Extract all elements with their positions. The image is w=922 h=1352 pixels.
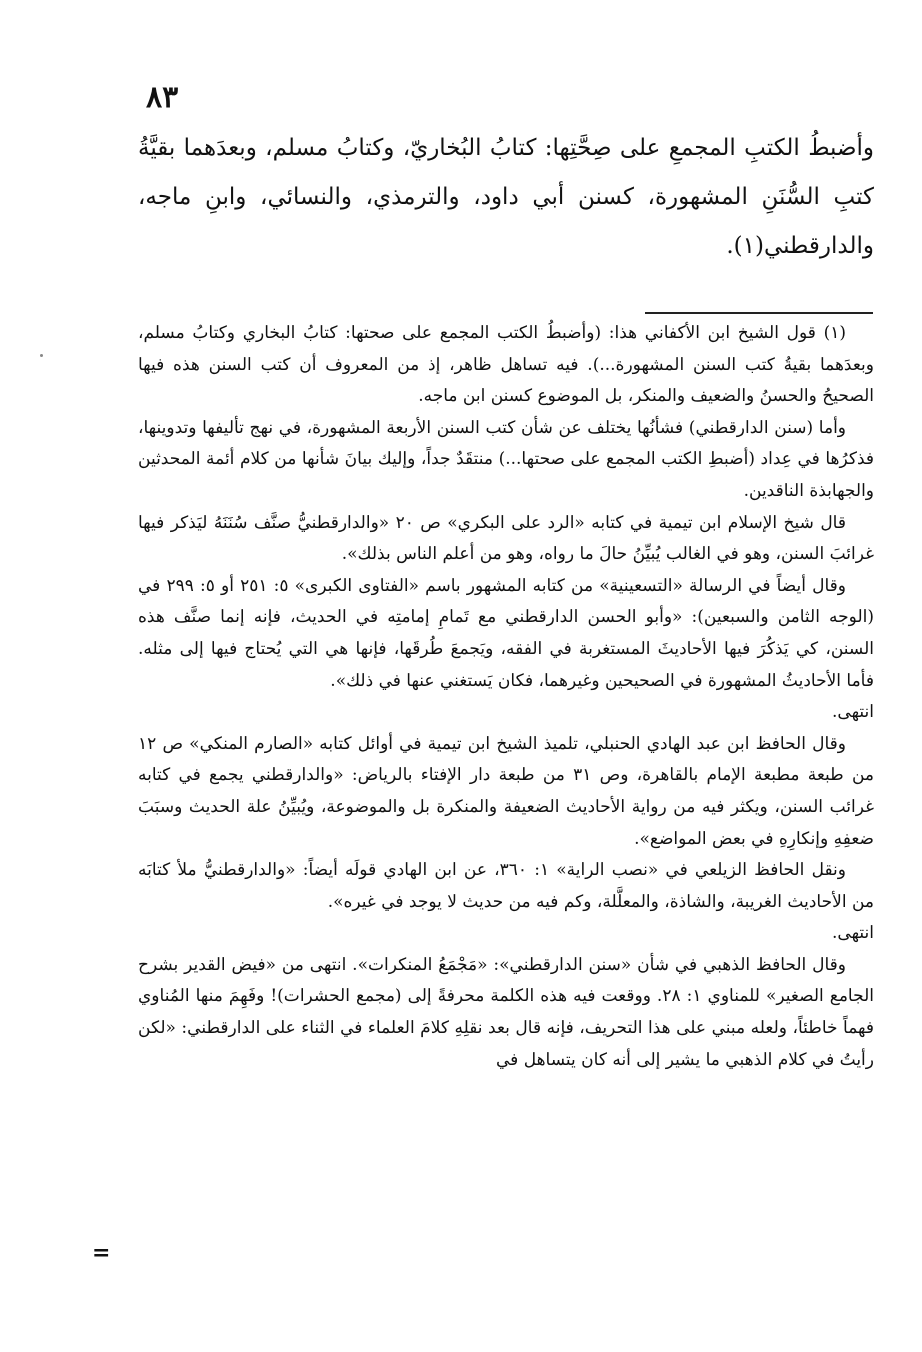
footnote-paragraph-2: وأما (سنن الدارقطني) فشأنُها يختلف عن شأن كتب السنن الأربعة المشهورة، في نهج تأليفها وتدوينها، فذكرُها في عِداد (أضبطِ الكتب المجمع على صحتها...) منتقَدٌ جداً، وإليك بيانَ شأنها من كلام أئمة المحدثين والجهابذة الناقدين. [138, 417, 874, 501]
footnote-paragraph-7: وقال الحافظ الذهبي في شأن «سنن الدارقطني»: «مَجْمَعُ المنكرات». انتهى من «فيض القدير بشرح الجامع الصغير» للمناوي ١: ٢٨. ووقعت فيه هذه الكلمة محرفةً إلى (مجمع الحشرات)! وفَهِمَ منها المُناوي فهماً خاطئاً، ولعله مبني على هذا التحريف، فإنه قال بعد نقلِهِ كلامَ العلماء في الثناء على الدارقطني: «لكن رأيتُ في كلام الذهبي ما يشير إلى أنه كان يتساهل في [138, 954, 874, 1070]
footnote-paragraph-3: قال شيخ الإسلام ابن تيمية في كتابه «الرد على البكري» ص ٢٠ «والدارقطنيُّ صنَّف سُنَنَهُ ليَذكر فيها غرائبَ السنن، وهو في الغالب يُبيِّنُ حالَ ما رواه، وهو من أعلم الناس بذلك». [138, 512, 874, 565]
continuation-mark: = [92, 1240, 111, 1266]
footnote-paragraph-4: وقال أيضاً في الرسالة «التسعينية» من كتابه المشهور باسم «الفتاوى الكبرى» ٥: ٢٥١ أو ٥: ٢٩٩ في (الوجه الثامن والسبعين): «وأبو الحسن الدارقطني مع تَمامِ إمامتِه في الحديث، فإنه إنما صنَّف هذه السنن، كي يَذكُرَ فيها الأحاديثَ المستغربة في الفقه، ويَجمعَ طُرقَها، فإنها هي التي يُحتاج فيها إلى مثله. فأما الأحاديثُ المشهورة في الصحيحين وغيرهما، فكان يَستغني عنها في ذلك». [138, 575, 874, 691]
scan-speck [40, 354, 43, 357]
main-paragraph: وأضبطُ الكتبِ المجمعِ على صِحَّتِها: كتابُ البُخاريّ، وكتابُ مسلم، وبعدَهما بقيَّةُ كتبِ السُّنَنِ المشهورة، كسنن أبي داود، والترمذي، والنسائي، وابنِ ماجه، والدارقطني(١). [138, 135, 874, 259]
page-number: ٨٣ [146, 80, 179, 115]
footnote-end-mark-1: انتهى. [832, 702, 874, 723]
footnote-end-mark-2: انتهى. [832, 923, 874, 944]
footnote-paragraph-6: ونقل الحافظ الزيلعي في «نصب الراية» ١: ٣٦٠، عن ابن الهادي قولَه أيضاً: «والدارقطنيُّ ملأ كتابَه من الأحاديث الغريبة، والشاذة، والمعلَّلة، وكم فيه من حديث لا يوجد في غيره». [138, 860, 874, 912]
footnote-paragraph-5: وقال الحافظ ابن عبد الهادي الحنبلي، تلميذ الشيخ ابن تيمية في أوائل كتابه «الصارم المنكي» ص ١٢ من طبعة مطبعة الإمام بالقاهرة، وص ٣١ من طبعة دار الإفتاء بالرياض: «والدارقطني يجمع في كتابه غرائب السنن، ويكثر فيه من رواية الأحاديث الضعيفة والمنكرة بل والموضوعة، ويُبيِّنُ علة الحديث وسبَبَ ضعفِهِ وإنكارِهِ في بعض المواضع». [138, 733, 874, 849]
footnotes [138, 318, 874, 1076]
footnote-paragraph-1: (١) قول الشيخ ابن الأكفاني هذا: (وأضبطُ الكتب المجمع على صحتها: كتابُ البخاري وكتابُ مسلم، وبعدَهما بقيةُ كتب السنن المشهورة...). فيه تساهل ظاهر، إذ من المعروف أن كتب السنن هذه فيها الصحيحُ والحسنُ والضعيف والمنكر، بل الموضوع كسنن ابن ماجه. [138, 323, 874, 407]
main-text [138, 124, 874, 271]
footnote-divider [645, 312, 873, 314]
